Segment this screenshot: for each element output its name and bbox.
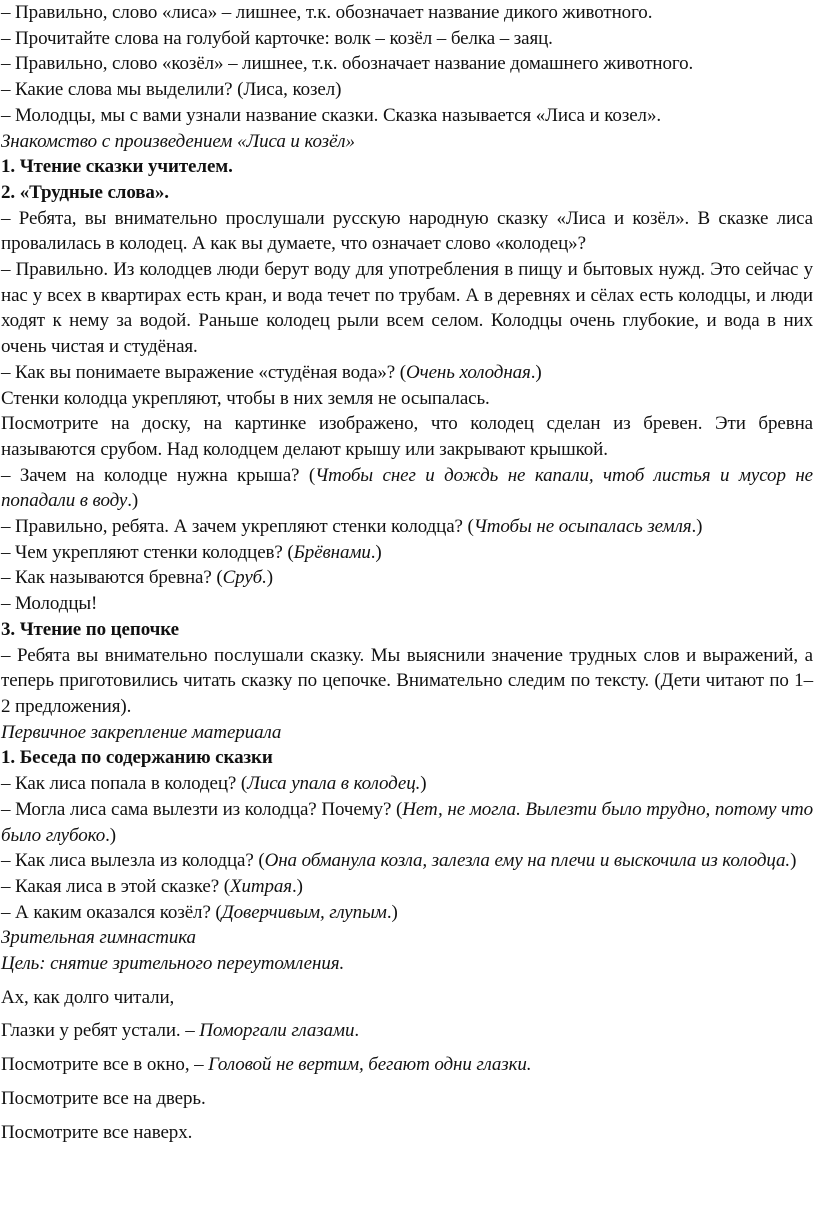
question-fox-escape: [1, 848, 813, 874]
question-text: – Могла лиса сама вылезти из колодца? Почему? (: [1, 798, 403, 820]
verse-line-1: Ах, как долго читали,: [1, 986, 175, 1008]
answer-text: Хитрая: [229, 875, 292, 897]
question-end: .): [530, 361, 542, 383]
verse-line-5: Посмотрите все наверх.: [1, 1121, 193, 1143]
question-goat-kind: [1, 900, 813, 926]
answer-text: Очень холодная: [406, 361, 531, 383]
answer-text: Лиса упала в колодец.: [247, 773, 421, 795]
section-heading-consolidation: Первичное закрепление материала: [1, 721, 282, 743]
question-text: – Как лиса вылезла из колодца? (: [1, 850, 265, 872]
line-tale-name: – Молодцы, мы с вами узнали название сказки. Сказка называется «Лиса и козел».: [1, 104, 661, 126]
paragraph-board-picture: Посмотрите на доску, на картинке изображено, что колодец сделан из бревен. Эти бревна называются срубом. Над колодцем делают крышу или закрывают крышкой.: [1, 413, 813, 460]
question-text: – Как вы понимаете выражение «студёная вода»? (: [1, 361, 407, 383]
answer-text: Сруб.: [222, 567, 267, 589]
question-end: .): [292, 875, 303, 897]
question-text: – Зачем на колодце нужна крыша? (: [1, 464, 316, 486]
question-end: ): [266, 567, 274, 589]
line-blue-card: – Прочитайте слова на голубой карточке: волк – козёл – белка – заяц.: [1, 27, 553, 49]
verse-action: Поморгали глазами: [199, 1020, 355, 1042]
line-kozel-extra: – Правильно, слово «козёл» – лишнее, т.к. обозначает название домашнего животного.: [1, 53, 694, 75]
question-end: ): [790, 850, 797, 872]
line-well-done: – Молодцы!: [1, 593, 98, 615]
verse-line-4: Посмотрите все на дверь.: [1, 1087, 206, 1109]
line-goal: Цель: снятие зрительного переутомления.: [1, 953, 345, 975]
question-end: .): [370, 541, 382, 563]
question-text: – Какая лиса в этой сказке? (: [1, 875, 230, 897]
question-fox-kind: [1, 874, 813, 900]
verse-line-3: [1, 1052, 813, 1078]
heading-teacher-reading: 1. Чтение сказки учителем.: [1, 156, 233, 178]
question-walls-why: [1, 514, 813, 540]
answer-text: Чтобы не осыпалась земля: [473, 516, 692, 538]
verse-text: Глазки у ребят устали. –: [1, 1020, 200, 1042]
answer-text: Доверчивым, глупым: [221, 901, 387, 923]
question-end: .): [691, 516, 703, 538]
question-text: – Чем укрепляют стенки колодцев? (: [1, 541, 294, 563]
heading-hard-words: 2. «Трудные слова».: [1, 181, 169, 203]
question-text: – Правильно, ребята. А зачем укрепляют стенки колодца? (: [1, 516, 474, 538]
section-heading-acquaintance: Знакомство с произведением «Лиса и козёл»: [1, 130, 355, 152]
paragraph-chain-reading: – Ребята вы внимательно послушали сказку. Мы выяснили значение трудных слов и выражений, а теперь приготовились читать сказку по цепочке. Внимательно следим по тексту. (Дети читают по 1–2 предложения).: [1, 644, 813, 717]
question-walls-what: [1, 540, 813, 566]
question-end: .): [386, 901, 398, 923]
question-cold-water: [1, 360, 813, 386]
question-fox-climb: [1, 797, 813, 848]
question-text: – А каким оказался козёл? (: [1, 901, 222, 923]
question-text: – Как лиса попала в колодец? (: [1, 773, 248, 795]
verse-end: .: [354, 1020, 360, 1042]
question-text: – Как называются бревна? (: [1, 567, 223, 589]
question-fox-fell: [1, 771, 813, 797]
verse-line-2: [1, 1018, 813, 1044]
heading-conversation: 1. Беседа по содержанию сказки: [1, 747, 273, 769]
verse-text: Посмотрите все в окно, –: [1, 1054, 209, 1076]
question-end: .): [105, 824, 116, 846]
line-lisa-extra: – Правильно, слово «лиса» – лишнее, т.к. обозначает название дикого животного.: [1, 2, 653, 23]
section-heading-eye-gymnastics: Зрительная гимнастика: [1, 927, 196, 949]
question-end: .): [127, 490, 139, 512]
paragraph-walls: Стенки колодца укрепляют, чтобы в них земля не осыпалась.: [1, 387, 490, 409]
paragraph-well-question: – Ребята, вы внимательно прослушали русскую народную сказку «Лиса и козёл». В сказке лиса провалилась в колодец. А как вы думаете, что означает слово «колодец»?: [1, 207, 813, 255]
question-roof: [1, 463, 813, 514]
answer-text: Нет, не могла. Вылезти было трудно, потому что было глубоко: [1, 798, 813, 846]
paragraph-well-explanation: – Правильно. Из колодцев люди берут воду для употребления в пищу и бытовых нужд. Это сейчас у нас у всех в квартирах есть кран, и вода течет по трубам. А в деревнях и сёлах есть колодцы, и люди ходят к нему за водой. Раньше колодец рыли всем селом. Колодцы очень глубокие, и вода в них очень чистая и студёная.: [1, 259, 813, 358]
answer-text: Чтобы снег и дождь не капали, чтоб листья и мусор не попадали в воду: [1, 464, 813, 512]
line-selected-words: – Какие слова мы выделили? (Лиса, козел): [1, 79, 342, 101]
heading-chain-reading: 3. Чтение по цепочке: [1, 618, 179, 640]
answer-text: Брёвнами: [293, 541, 371, 563]
question-logs-name: [1, 565, 813, 591]
answer-text: Она обманула козла, залезла ему на плечи и выскочила из колодца.: [264, 850, 791, 872]
verse-action: Головой не вертим, бегают одни глазки.: [208, 1054, 532, 1076]
question-end: ): [420, 773, 427, 795]
